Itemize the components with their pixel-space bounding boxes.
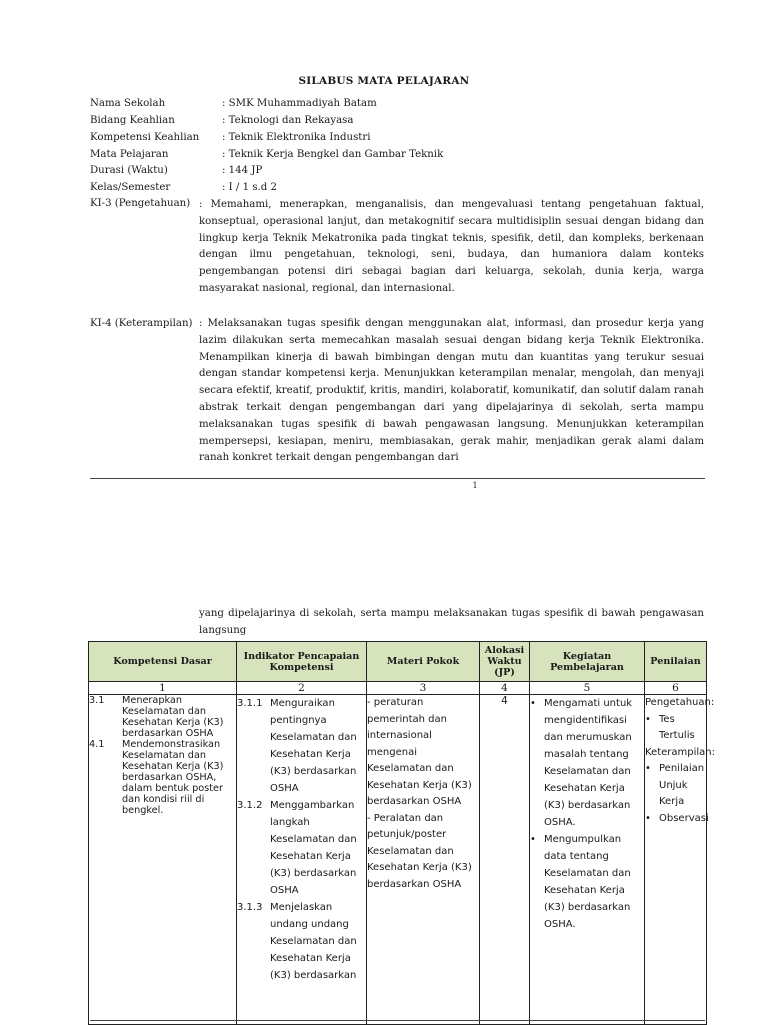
indikator-item: 3.1.3 Menjelaskan undang undang Keselamatan dan Kesehatan Kerja (K3) berdasarkan <box>237 902 357 981</box>
header-kegiatan: Kegiatan Pembelajaran <box>530 642 645 682</box>
info-value: : 144 JP <box>222 165 263 176</box>
page-divider-bottom <box>90 1020 705 1021</box>
penilaian-item: • Penilaian Unjuk Kerja <box>645 763 705 807</box>
kompetensi-dasar-cell <box>89 695 237 1025</box>
materi-pokok-cell <box>367 695 480 1025</box>
indikator-item: 3.1.1 Menguraikan pentingnya Keselamatan dan Kesehatan Kerja (K3) berdasarkan OSHA <box>237 698 357 794</box>
ki4-text: : Melaksanakan tugas spesifik dengan menggunakan alat, informasi, dan prosedur kerja yang lazim dilakukan serta memecahkan masalah sesuai dengan bidang kerja Teknik Elektronika. Menampilkan kinerja di bawah bimbingan dengan mutu dan kuantitas yang terukur sesuai dengan standar kompetensi kerja. Menunjukkan keterampilan menalar, mengolah, dan menyaji secara efektif, kreatif, produktif, kritis, mandiri, kolaboratif, komunikatif, dan solutif dalam ranah abstrak terkait dengan pengembangan dari yang dipelajarinya di sekolah, serta mampu melaksanakan tugas spesifik di bawah pengawasan langsung. Menunjukkan keterampilan mempersepsi, kesiapan, meniru, membiasakan, gerak mahir, menjadikan gerak alami dalam ranah konkret terkait dengan pengembangan dari <box>199 318 704 464</box>
info-value: : Teknik Kerja Bengkel dan Gambar Teknik <box>222 149 444 160</box>
info-value: : I / 1 s.d 2 <box>222 182 278 193</box>
info-label: Bidang Keahlian <box>90 115 175 126</box>
info-label: Durasi (Waktu) <box>90 165 168 176</box>
header-materi-pokok: Materi Pokok <box>367 642 480 682</box>
info-value: : Teknologi dan Rekayasa <box>222 115 354 126</box>
column-number: 1 <box>89 682 237 695</box>
penilaian-item: • Observasi <box>645 812 709 824</box>
kd-item: 3.1 Menerapkan Keselamatan dan Kesehatan Kerja (K3) berdasarkan OSHA <box>89 695 224 739</box>
info-label: Kompetensi Keahlian <box>90 132 200 143</box>
header-kompetensi-dasar: Kompetensi Dasar <box>89 642 237 682</box>
indikator-cell <box>237 695 367 1025</box>
info-label: Kelas/Semester <box>90 182 171 193</box>
indikator-item: 3.1.2 Menggambarkan langkah Keselamatan dan Kesehatan Kerja (K3) berdasarkan OSHA <box>237 800 357 896</box>
page-number: 1 <box>472 481 478 490</box>
column-number: 4 <box>480 682 530 695</box>
syllabus-table <box>88 641 716 1025</box>
ki4-continuation: yang dipelajarinya di sekolah, serta mampu melaksanakan tugas spesifik di bawah pengawasan langsung <box>199 608 704 636</box>
alokasi-waktu-cell: 4 <box>480 695 530 1025</box>
info-label: Nama Sekolah <box>90 98 166 109</box>
column-number: 5 <box>530 682 645 695</box>
document-title: SILABUS MATA PELAJARAN <box>298 75 470 87</box>
table-header-row <box>89 642 707 682</box>
info-label: Mata Pelajaran <box>90 149 169 160</box>
penilaian-keterampilan-label: Keterampilan: <box>645 746 716 758</box>
info-value: : SMK Muhammadiyah Batam <box>222 98 377 109</box>
penilaian-pengetahuan-label: Pengetahuan: <box>645 697 715 708</box>
kegiatan-item: • Mengamati untuk mengidentifikasi dan merumuskan masalah tentang Keselamatan dan Kesehatan Kerja (K3) berdasarkan OSHA. <box>530 698 633 828</box>
materi-item: - Peralatan dan petunjuk/poster Keselamatan dan Kesehatan Kerja (K3) berdasarkan OSHA <box>367 812 472 890</box>
info-value: : Teknik Elektronika Industri <box>222 132 371 143</box>
table-number-row <box>89 682 707 695</box>
ki3-text: : Memahami, menerapkan, menganalisis, dan mengevaluasi tentang pengetahuan faktual, konseptual, operasional lanjut, dan metakognitif secara multidisiplin sesuai dengan bidang dan lingkup kerja Teknik Mekatronika pada tingkat teknis, spesifik, detil, dan kompleks, berkenaan dengan ilmu pengetahuan, teknologi, seni, budaya, dan humaniora dalam konteks pengembangan potensi diri sebagai bagian dari keluarga, sekolah, dunia kerja, warga masyarakat nasional, regional, dan internasional. <box>199 199 704 294</box>
header-penilaian: Penilaian <box>645 642 707 682</box>
materi-item: - peraturan pemerintah dan internasional mengenai Keselamatan dan Kesehatan Kerja (K3) berdasarkan OSHA <box>367 697 472 807</box>
penilaian-cell <box>645 695 716 1025</box>
kegiatan-cell <box>530 695 645 1025</box>
penilaian-item: • Tes Tertulis <box>645 713 695 741</box>
column-number: 6 <box>645 682 707 695</box>
header-indikator: Indikator Pencapaian Kompetensi <box>237 642 367 682</box>
column-number: 2 <box>237 682 367 695</box>
page-divider <box>90 478 705 479</box>
column-number: 3 <box>367 682 480 695</box>
ki4-label: KI-4 (Keterampilan) <box>90 318 193 329</box>
kegiatan-item: • Mengumpulkan data tentang Keselamatan dan Kesehatan Kerja (K3) berdasarkan OSHA. <box>530 834 631 930</box>
table-row <box>89 695 707 1025</box>
kd-item: 4.1 Mendemonstrasikan Keselamatan dan Kesehatan Kerja (K3) berdasarkan OSHA, dalam bentuk poster dan kondisi riil di bengkel. <box>89 739 224 816</box>
ki3-label: KI-3 (Pengetahuan) <box>90 198 191 209</box>
header-alokasi-waktu: Alokasi Waktu (JP) <box>480 642 530 682</box>
